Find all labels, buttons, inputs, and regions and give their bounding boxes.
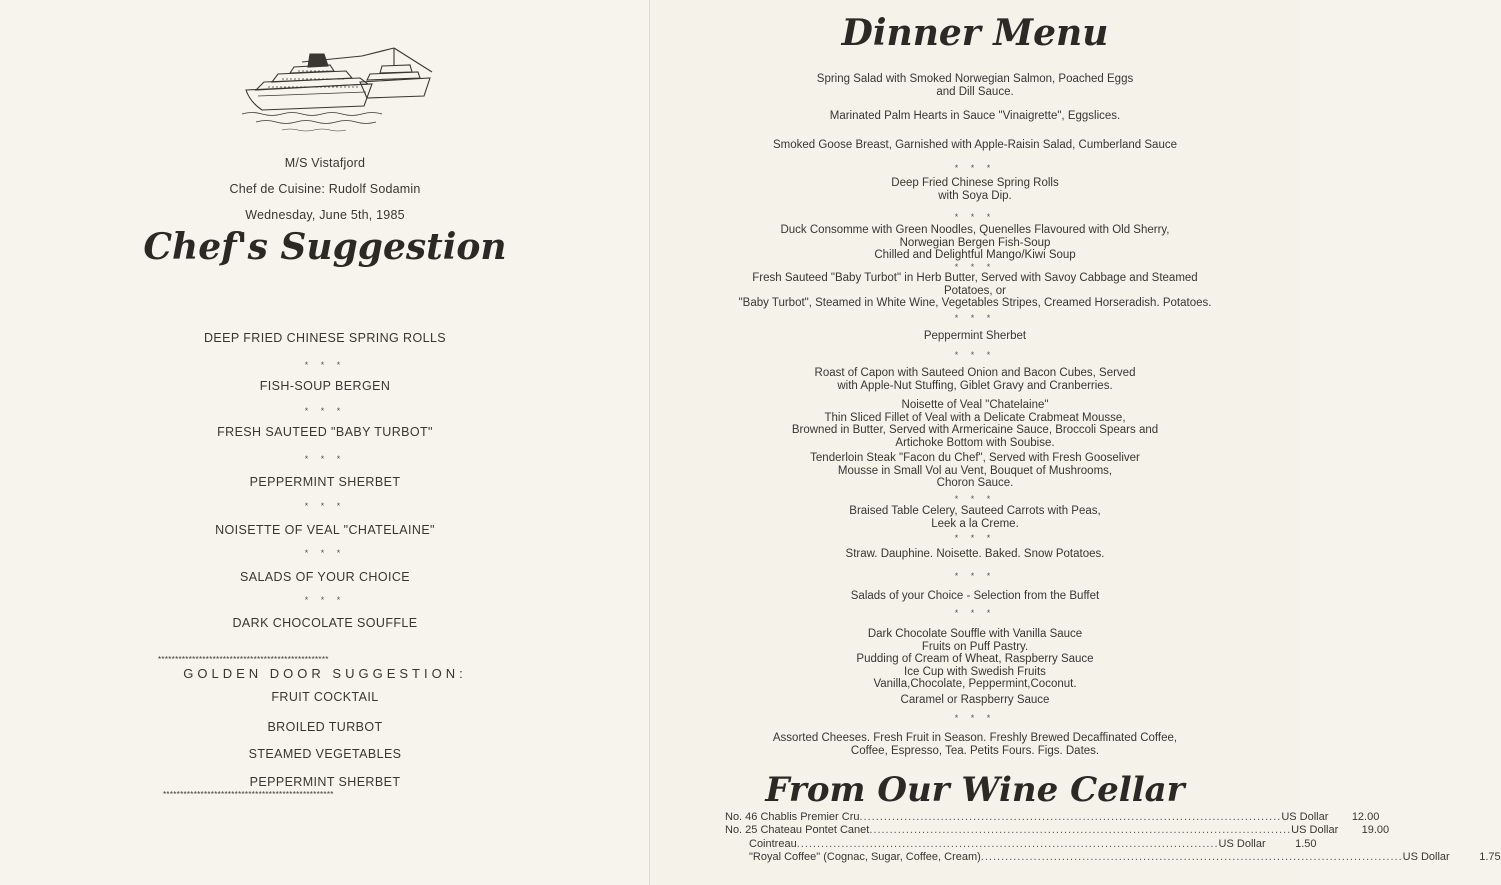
menu-item: Roast of Capon with Sauteed Onion and Bacon Cubes, Served with Apple-Nut Stuffing, Giblet Gravy and Cranberries.	[814, 367, 1136, 392]
menu-item: Straw. Dauphine. Noisette. Baked. Snow Potatoes.	[845, 548, 1105, 560]
wine-list	[725, 811, 1501, 865]
course-item: DEEP FRIED CHINESE SPRING ROLLS	[203, 331, 447, 345]
separator-stars: * * *	[954, 494, 996, 504]
chef-name: Chef de Cuisine: Rudolf Sodamin	[229, 182, 421, 196]
menu-item: Marinated Palm Hearts in Sauce "Vinaigrette", Eggslices.	[829, 110, 1121, 122]
wine-name: No. 25 Chateau Pontet Canet	[725, 824, 870, 837]
wine-row	[725, 837, 1317, 851]
wine-price: 12.00	[1351, 811, 1380, 823]
menu-item: Smoked Goose Breast, Garnished with Apple-Raisin Salad, Cumberland Sauce	[773, 139, 1177, 151]
golden-door-item: PEPPERMINT SHERBET	[249, 775, 401, 789]
star-rule: **************************************************	[158, 655, 329, 664]
separator-stars: * * *	[954, 212, 996, 222]
separator-stars: * * *	[304, 454, 346, 464]
menu-item: Caramel or Raspberry Sauce	[900, 694, 1050, 706]
menu-date: Wednesday, June 5th, 1985	[245, 208, 405, 222]
menu-item: Noisette of Veal "Chatelaine" Thin Sliced Fillet of Veal with a Delicate Crabmeat Mousse, Browned in Butter, Served with Armericaine Sauce, Broccoli Spears and Artichoke Bottom with Soubise.	[791, 399, 1159, 449]
separator-stars: * * *	[304, 406, 346, 416]
separator-stars: * * *	[954, 313, 996, 323]
dot-leader: ........................................................................................................	[859, 811, 1282, 823]
course-item: FRESH SAUTEED "BABY TURBOT"	[217, 425, 433, 439]
wine-price: 1.50	[1295, 837, 1317, 850]
golden-door-title: GOLDEN DOOR SUGGESTION:	[183, 666, 467, 681]
dot-leader: ........................................................................................................	[796, 837, 1219, 850]
wine-price: 1.75	[1479, 851, 1501, 864]
wine-name: No. 46 Chablis Premier Cru	[725, 811, 860, 823]
wine-cellar-heading: From Our Wine Cellar	[765, 770, 1185, 810]
wine-row	[725, 811, 1380, 824]
wine-currency: US Dollar	[1218, 837, 1266, 850]
separator-stars: * * *	[954, 163, 996, 173]
wine-currency: US Dollar	[1291, 824, 1339, 837]
wine-currency: US Dollar	[1402, 851, 1450, 864]
menu-item: Fresh Sauteed "Baby Turbot" in Herb Butter, Served with Savoy Cabbage and Steamed Potatoes, or "Baby Turbot", Steamed in White Wine, Vegetables Stripes, Creamed Horseradish. Potatoes.	[738, 272, 1212, 309]
ship-illustration	[242, 44, 437, 139]
course-item: NOISETTE OF VEAL "CHATELAINE"	[215, 523, 435, 537]
wine-price: 19.00	[1361, 824, 1390, 837]
left-page	[0, 0, 650, 885]
wine-row	[725, 851, 1501, 864]
wine-name: "Royal Coffee" (Cognac, Sugar, Coffee, Cream)	[749, 851, 981, 864]
menu-item: Assorted Cheeses. Fresh Fruit in Season. Freshly Brewed Decaffinated Coffee, Coffee, Espresso, Tea. Petits Fours. Figs. Dates.	[772, 732, 1178, 757]
menu-item: Dark Chocolate Souffle with Vanilla Sauce Fruits on Puff Pastry. Pudding of Cream of Wheat, Raspberry Sauce Ice Cup with Swedish Fruits Vanilla,Chocolate, Peppermint,Coconut.	[856, 628, 1094, 690]
separator-stars: * * *	[304, 595, 346, 605]
separator-stars: * * *	[954, 608, 996, 618]
menu-item: Spring Salad with Smoked Norwegian Salmon, Poached Eggs and Dill Sauce.	[816, 73, 1134, 98]
wine-currency: US Dollar	[1281, 811, 1329, 823]
ship-name: M/S Vistafjord	[284, 156, 366, 170]
menu-item: Peppermint Sherbet	[923, 330, 1027, 342]
menu-item: Tenderloin Steak "Facon du Chef", Served with Fresh Gooseliver Mousse in Small Vol au Vent, Bouquet of Mushrooms, Choron Sauce.	[810, 452, 1140, 489]
chefs-suggestion-heading: Chef's Suggestion	[143, 226, 507, 268]
course-item: DARK CHOCOLATE SOUFFLE	[232, 616, 418, 630]
separator-stars: * * *	[954, 350, 996, 360]
golden-door-item: BROILED TURBOT	[267, 720, 383, 734]
dot-leader: ........................................................................................................	[869, 824, 1292, 837]
separator-stars: * * *	[954, 262, 996, 272]
separator-stars: * * *	[954, 533, 996, 543]
wine-row	[725, 824, 1390, 837]
golden-door-item: FRUIT COCKTAIL	[271, 690, 379, 704]
menu-item: Deep Fried Chinese Spring Rolls with Soya Dip.	[891, 177, 1059, 202]
course-item: SALADS OF YOUR CHOICE	[239, 570, 410, 584]
separator-stars: * * *	[954, 713, 996, 723]
menu-item: Duck Consomme with Green Noodles, Quenelles Flavoured with Old Sherry, Norwegian Bergen Fish-Soup Chilled and Delightful Mango/Kiwi Soup	[780, 224, 1170, 261]
separator-stars: * * *	[304, 501, 346, 511]
wine-name: Cointreau	[749, 837, 797, 850]
course-item: PEPPERMINT SHERBET	[249, 475, 401, 489]
menu-item: Braised Table Celery, Sauteed Carrots with Peas, Leek a la Creme.	[849, 505, 1101, 530]
separator-stars: * * *	[304, 360, 346, 370]
star-rule: **************************************************	[163, 790, 334, 799]
dot-leader: ........................................................................................................	[980, 851, 1403, 864]
menu-item: Salads of your Choice - Selection from the Buffet	[850, 590, 1100, 602]
golden-door-item: STEAMED VEGETABLES	[248, 747, 402, 761]
dinner-menu-heading: Dinner Menu	[841, 12, 1109, 54]
separator-stars: * * *	[304, 548, 346, 558]
separator-stars: * * *	[954, 571, 996, 581]
course-item: FISH-SOUP BERGEN	[259, 379, 391, 393]
